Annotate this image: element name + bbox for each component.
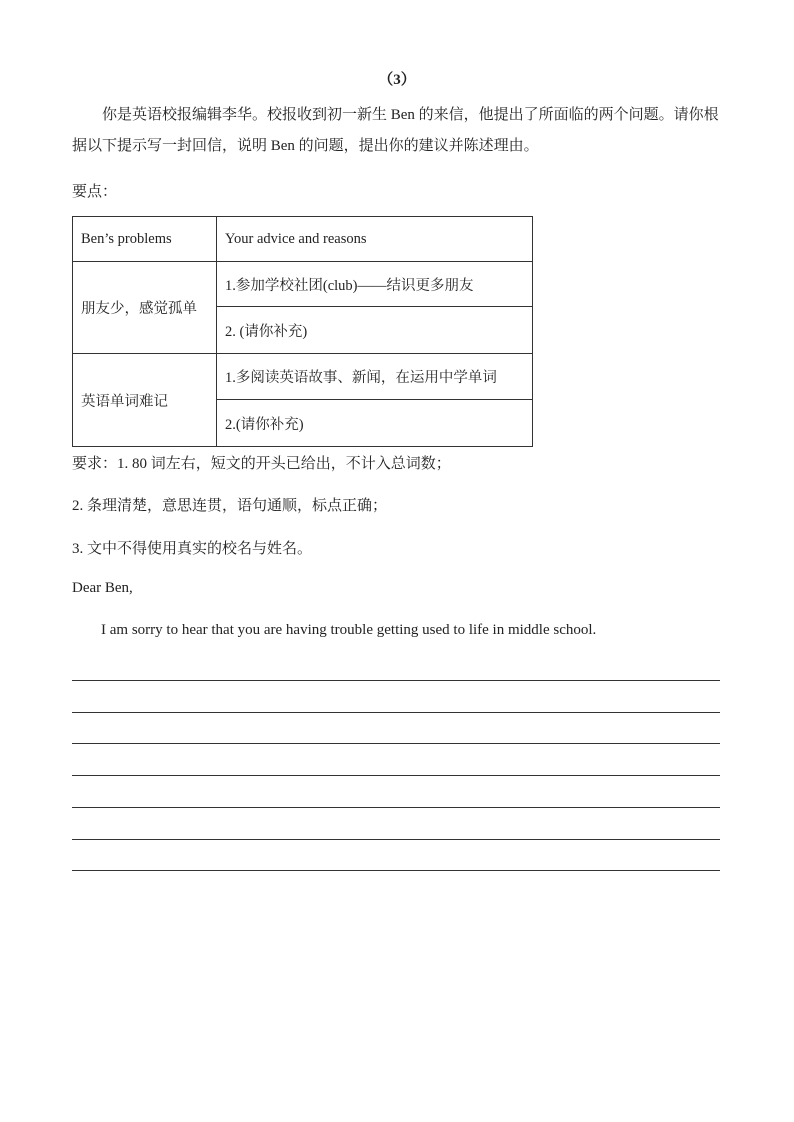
writing-line — [72, 743, 720, 744]
table-row — [73, 354, 533, 400]
table-header-row — [73, 217, 533, 262]
writing-line — [72, 712, 720, 713]
advice-cell: 2. (请你补充) — [217, 307, 533, 354]
problem-cell: 英语单词难记 — [73, 354, 217, 447]
letter-opening: I am sorry to hear that you are having trouble getting used to life in middle school. — [101, 622, 597, 638]
advice-cell: 1.参加学校社团(club)——结识更多朋友 — [217, 262, 533, 307]
writing-line — [72, 680, 720, 681]
requirement-line: 3. 文中不得使用真实的校名与姓名。 — [72, 541, 313, 557]
requirement-line: 要求：1. 80 词左右，短文的开头已给出，不计入总词数； — [72, 456, 451, 472]
header-problems: Ben’s problems — [73, 217, 217, 262]
header-advice: Your advice and reasons — [217, 217, 533, 262]
question-number: （3） — [378, 72, 416, 88]
points-label: 要点： — [72, 184, 118, 200]
problem-cell: 朋友少，感觉孤单 — [73, 262, 217, 354]
points-table — [72, 216, 533, 447]
writing-line — [72, 775, 720, 776]
advice-cell: 2.(请你补充) — [217, 400, 533, 447]
requirement-line: 2. 条理清楚，意思连贯，语句通顺，标点正确； — [72, 498, 388, 514]
writing-line — [72, 807, 720, 808]
advice-cell: 1.多阅读英语故事、新闻，在运用中学单词 — [217, 354, 533, 400]
writing-line — [72, 839, 720, 840]
letter-salutation: Dear Ben, — [72, 580, 133, 596]
table-row — [73, 262, 533, 307]
task-instructions: 你是英语校报编辑李华。校报收到初一新生 Ben 的来信，他提出了所面临的两个问题。请你根据以下提示写一封回信，说明 Ben 的问题，提出你的建议并陈述理由。 — [72, 107, 719, 154]
writing-line — [72, 870, 720, 871]
